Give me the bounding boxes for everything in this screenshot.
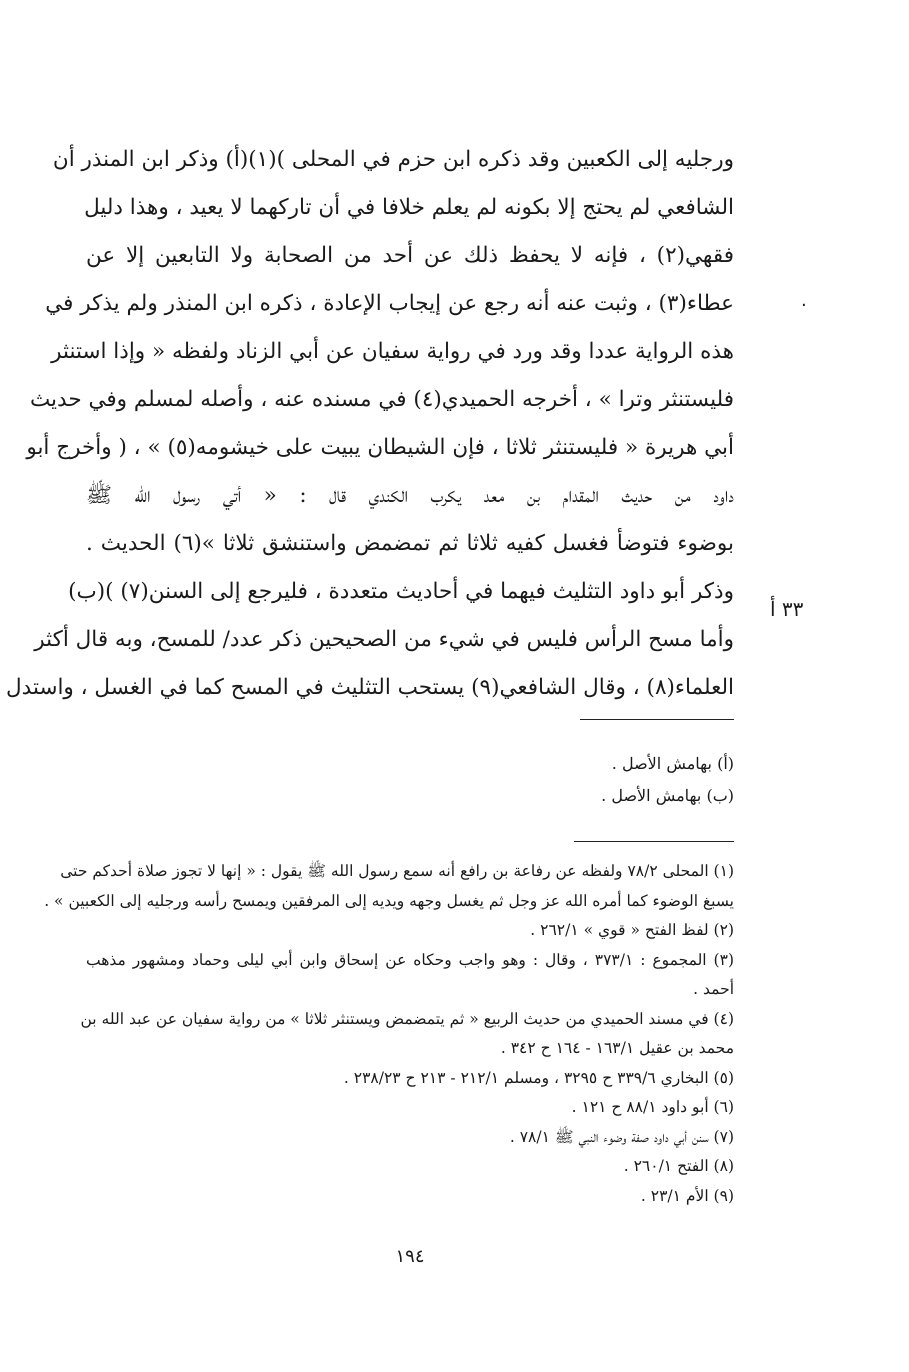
manuscript-folio-note: ٣٣ أ xyxy=(770,597,804,621)
footnote-line: (٣) المجموع : ٣٧٣/١ ، وقال : وهو واجب وحكاه عن إسحاق وابن أبي ليلى وحماد ومشهور مذهب xyxy=(86,950,734,969)
main-text-line: وأما مسح الرأس فليس في شيء من الصحيحين ذكر عدد/ للمسح، وبه قال أكثر xyxy=(34,627,734,652)
footnotes xyxy=(44,857,734,1211)
variant-note: (أ) بهامش الأصل . xyxy=(611,754,734,773)
variant-note: (ب) بهامش الأصل . xyxy=(601,786,734,805)
footnote-line: (٢) لفظ الفتح « قوي » ٢٦٢/١ . xyxy=(530,921,734,939)
footnote-line: محمد بن عقيل ١٦٣/١ - ١٦٤ ح ٣٤٢ . xyxy=(500,1039,734,1057)
footnote-line: أحمد . xyxy=(693,980,734,998)
footnote-line: (٤) في مسند الحميدي من حديث الربيع « ثم يتمضمض ويستنثر ثلاثا » من رواية سفيان عن عبد الله بن xyxy=(80,1009,734,1028)
main-text-line: عطاء(٣) ، وثبت عنه أنه رجع عن إيجاب الإعادة ، ذكره ابن المنذر ولم يذكر في xyxy=(45,291,734,316)
footnote-line: (٨) الفتح ٢٦٠/١ . xyxy=(623,1157,734,1175)
footnote-line: (٦) أبو داود ٨٨/١ ح ١٢١ . xyxy=(571,1098,734,1116)
main-text-line: بوضوء فتوضأ فغسل كفيه ثلاثا ثم تمضمض واستنشق ثلاثا »(٦) الحديث . xyxy=(86,531,734,556)
margin-dot: · xyxy=(801,295,807,316)
main-text-line: فقهي(٢) ، فإنه لا يحفظ ذلك عن أحد من الصحابة ولا التابعين إلا عن xyxy=(86,243,734,268)
footnote-line: (٥) البخاري ٣٣٩/٦ ح ٣٢٩٥ ، ومسلم ٢١٢/١ - ٢١٣ ح ٢٣٨/٢٣ . xyxy=(343,1068,734,1087)
footnote-line: (١) المحلى ٧٨/٢ ولفظه عن رفاعة بن رافع أنه سمع رسول الله ﷺ يقول : « إنها لا تجوز صلاة أحدكم حتى xyxy=(60,862,734,880)
footnote-line: (٩) الأم ٢٣/١ . xyxy=(640,1186,734,1205)
main-text-line: داود من حديث المقدام بن معد يكرب الكندي قال : « أتي رسول الله ﷺ xyxy=(86,483,734,508)
variants-separator xyxy=(580,719,734,720)
main-text-block xyxy=(6,136,734,712)
main-text-line: العلماء(٨) ، وقال الشافعي(٩) يستحب التثليث في المسح كما في الغسل ، واستدل xyxy=(6,675,734,700)
main-text-line: هذه الرواية عددا وقد ورد في رواية سفيان عن أبي الزناد ولفظه « وإذا استنثر xyxy=(51,339,734,364)
footnote-line: (٧) سنن أبي داود صفة وضوء النبي ﷺ ٧٨/١ . xyxy=(509,1127,734,1146)
main-text-line: الشافعي لم يحتج إلا بكونه لم يعلم خلافا في أن تاركهما لا يعيد ، وهذا دليل xyxy=(84,195,734,220)
main-text-line: أبي هريرة « فليستنثر ثلاثا ، فإن الشيطان يبيت على خيشومه(٥) » ، ( وأخرج أبو xyxy=(26,435,734,460)
variant-notes xyxy=(520,748,734,812)
footnotes-separator xyxy=(574,841,734,842)
main-text-line: ورجليه إلى الكعبين وقد ذكره ابن حزم في المحلى )(١)(أ) وذكر ابن المنذر أن xyxy=(52,147,734,172)
page-number: ١٩٤ xyxy=(395,1246,425,1267)
main-text-line: فليستنثر وترا » ، أخرجه الحميدي(٤) في مسنده عنه ، وأصله لمسلم وفي حديث xyxy=(29,387,734,412)
footnote-line: يسبغ الوضوء كما أمره الله عز وجل ثم يغسل وجهه ويديه إلى المرفقين ويمسح رأسه ورجليه إلى الكعبين » . xyxy=(44,891,734,910)
main-text-line: وذكر أبو داود التثليث فيهما في أحاديث متعددة ، فليرجع إلى السنن(٧) )(ب) xyxy=(68,579,734,604)
